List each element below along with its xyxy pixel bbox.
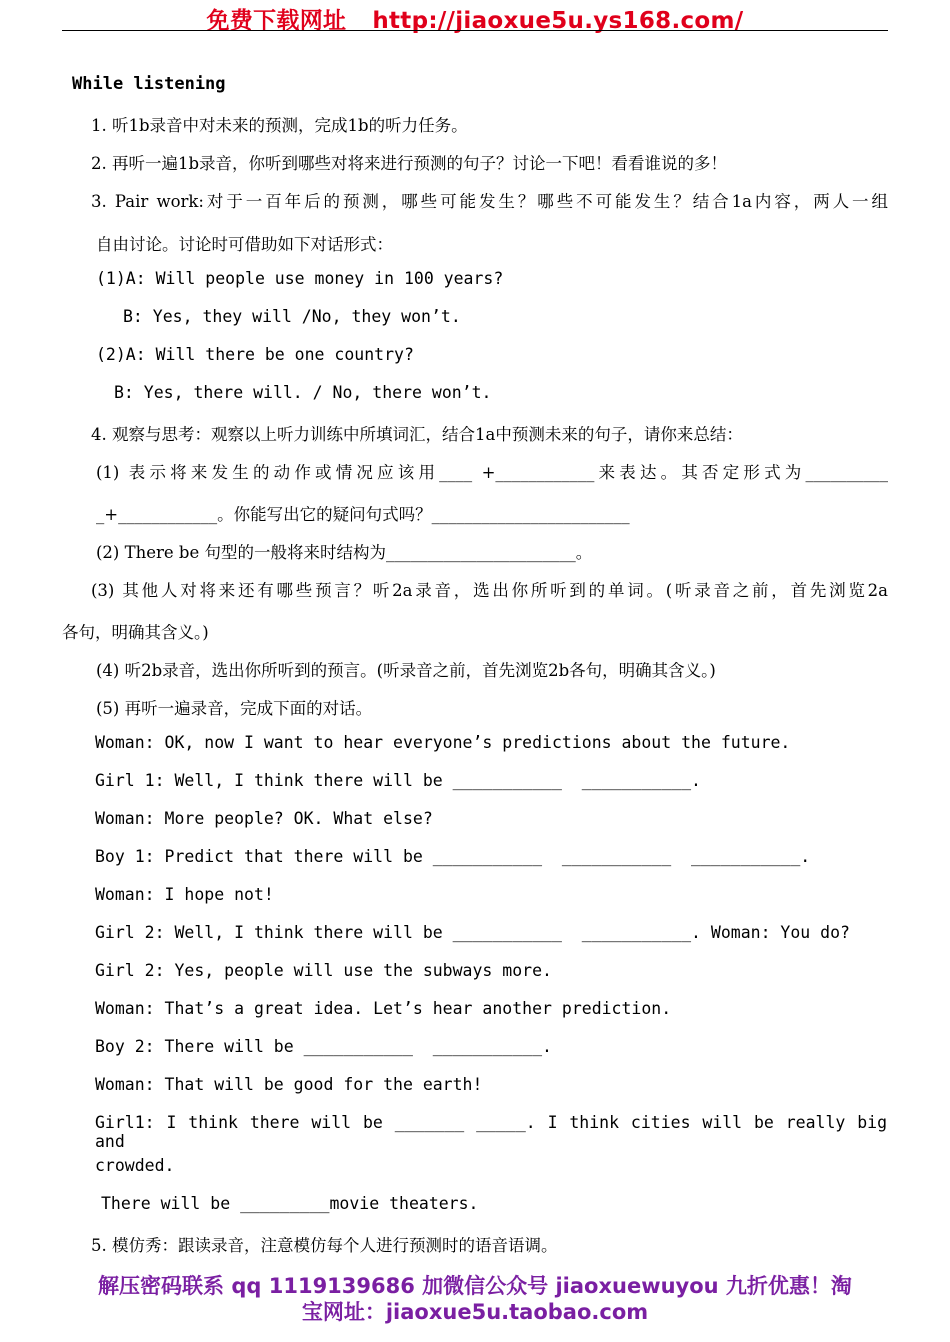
conversation-line-10: Woman: That will be good for the earth! xyxy=(95,1075,483,1094)
summary-1-cont: _+____________。你能写出它的疑问句式吗？________________________ xyxy=(96,505,630,524)
dialogue-1-b: B: Yes, they will /No, they won’t. xyxy=(123,307,461,326)
conversation-line-5: Woman: I hope not! xyxy=(95,885,274,904)
summary-1: (1) 表示将来发生的动作或情况应该用____ +____________来表达。其否定形式为__________ xyxy=(96,463,888,482)
task-5: 5. 模仿秀：跟读录音，注意模仿每个人进行预测时的语音语调。 xyxy=(91,1236,558,1255)
conversation-line-8: Woman: That’s a great idea. Let’s hear another prediction. xyxy=(95,999,672,1018)
conversation-line-12: There will be _________movie theaters. xyxy=(101,1194,479,1213)
task-4: 4. 观察与思考：观察以上听力训练中所填词汇，结合1a中预测未来的句子，请你来总结： xyxy=(91,425,743,444)
footer-line-2[interactable]: 宝网址：jiaoxue5u.taobao.com xyxy=(301,1300,649,1324)
section-title: While listening xyxy=(72,74,226,94)
summary-3-cont: 各句，明确其含义。) xyxy=(62,623,209,642)
header-divider xyxy=(62,30,888,31)
summary-4: (4) 听2b录音，选出你所听到的预言。(听录音之前，首先浏览2b各句，明确其含义。) xyxy=(96,661,716,680)
header-title: 免费下载网址 xyxy=(206,8,347,34)
task-3: 3. Pair work:对于一百年后的预测，哪些可能发生？哪些不可能发生？结合1a内容，两人一组 xyxy=(91,192,888,211)
conversation-line-9: Boy 2: There will be ___________ ___________. xyxy=(95,1037,552,1056)
header-url[interactable]: http://jiaoxue5u.ys168.com/ xyxy=(372,8,744,34)
conversation-line-1: Woman: OK, now I want to hear everyone’s predictions about the future. xyxy=(95,733,791,752)
conversation-line-11: Girl1: I think there will be _______ _____. I think cities will be really big and xyxy=(95,1113,887,1151)
task-2: 2. 再听一遍1b录音，你听到哪些对将来进行预测的句子？讨论一下吧！看看谁说的多！ xyxy=(91,154,728,173)
dialogue-2-b: B: Yes, there will. / No, there won’t. xyxy=(114,383,492,402)
conversation-line-11-cont: crowded. xyxy=(95,1156,175,1175)
conversation-line-2: Girl 1: Well, I think there will be ___________ ___________. xyxy=(95,771,701,790)
summary-2: (2) There be 句型的一般将来时结构为_______________________。 xyxy=(96,543,593,562)
summary-5: (5) 再听一遍录音，完成下面的对话。 xyxy=(96,699,373,718)
conversation-line-7: Girl 2: Yes, people will use the subways more. xyxy=(95,961,552,980)
conversation-line-3: Woman: More people? OK. What else? xyxy=(95,809,433,828)
footer-line-1: 解压密码联系 qq 1119139686 加微信公众号 jiaoxuewuyou 九折优惠！淘 xyxy=(98,1274,852,1298)
dialogue-1-a: (1)A: Will people use money in 100 years? xyxy=(96,269,504,288)
conversation-line-6: Girl 2: Well, I think there will be ___________ ___________. Woman: You do? xyxy=(95,923,850,942)
summary-3: (3) 其他人对将来还有哪些预言？听2a录音，选出你所听到的单词。(听录音之前，首先浏览2a xyxy=(91,581,888,600)
conversation-line-4: Boy 1: Predict that there will be ___________ ___________ ___________. xyxy=(95,847,811,866)
task-1: 1. 听1b录音中对未来的预测，完成1b的听力任务。 xyxy=(91,116,468,135)
task-3-cont: 自由讨论。讨论时可借助如下对话形式： xyxy=(96,235,393,254)
dialogue-2-a: (2)A: Will there be one country? xyxy=(96,345,414,364)
